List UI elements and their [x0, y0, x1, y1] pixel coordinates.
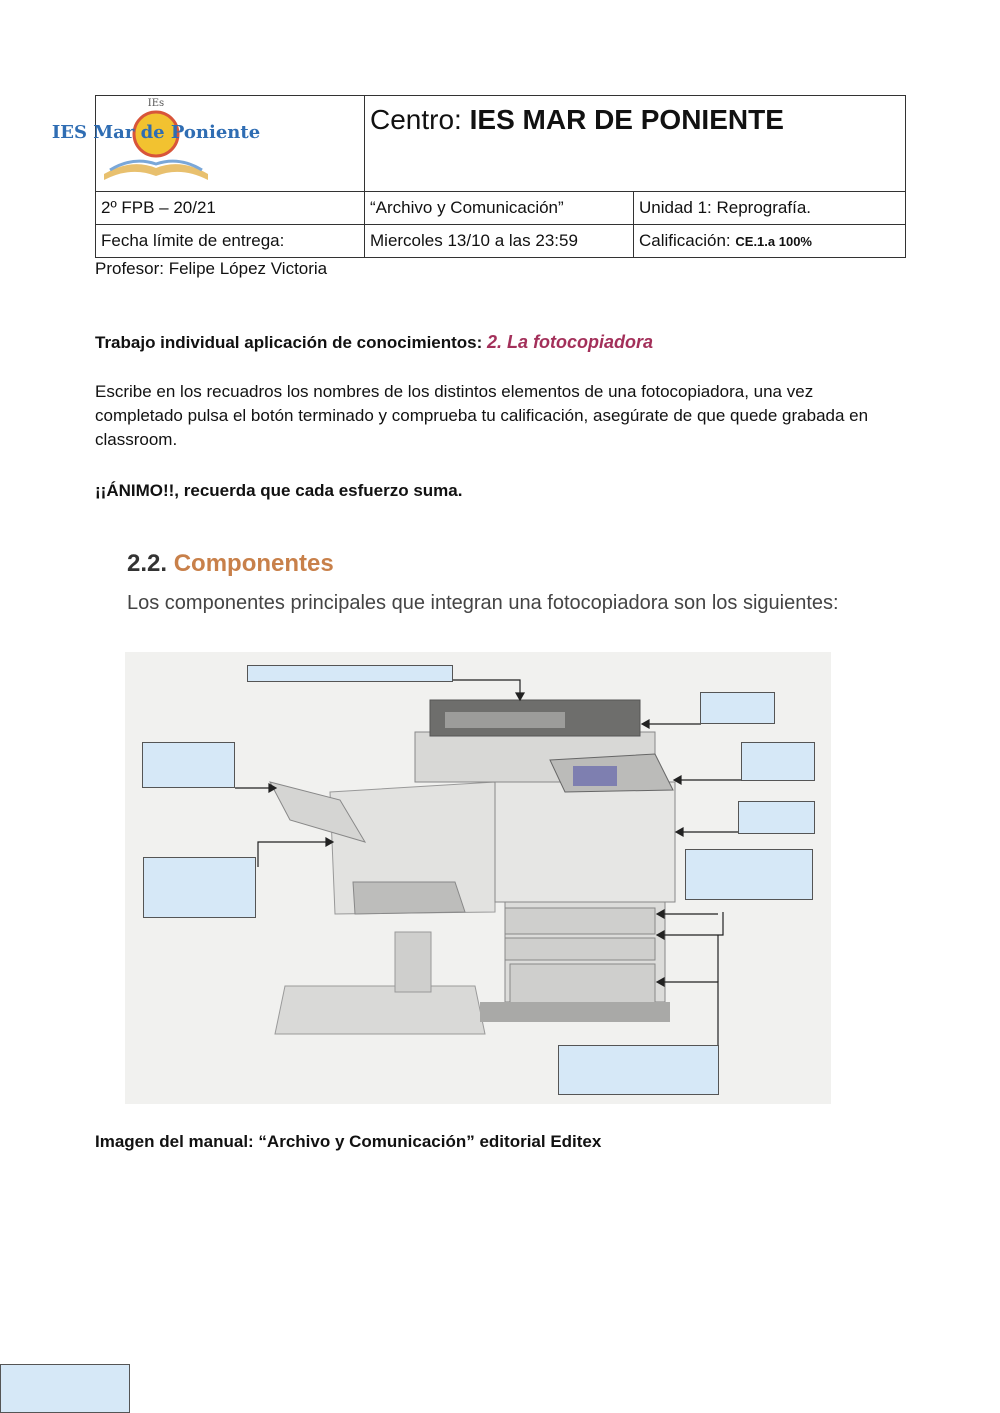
instructions: Escribe en los recuadros los nombres de los distintos elementos de una fotocopiadora, una vez completado pulsa el botón terminado y comprueba tu calificación, asegúrate de que quede grabada en classroom.	[95, 382, 869, 449]
answer-box-scanner[interactable]	[700, 692, 775, 724]
answer-box-finisher[interactable]	[143, 857, 256, 918]
calificacion-label: Calificación:	[639, 231, 731, 250]
task-subtitle: 2. La fotocopiadora	[487, 332, 654, 352]
answer-box-adf[interactable]	[247, 665, 453, 682]
task-heading	[95, 330, 653, 355]
modulo-cell: “Archivo y Comunicación”	[365, 192, 634, 225]
section-title: Componentes	[173, 550, 334, 577]
section-heading	[127, 550, 334, 578]
encouragement: ¡¡ÁNIMO!!, recuerda que cada esfuerzo suma.	[95, 481, 463, 500]
fecha-value: Miercoles 13/10 a las 23:59	[365, 225, 634, 258]
answer-box-output-tray[interactable]	[142, 742, 235, 788]
answer-box-control-panel[interactable]	[741, 742, 815, 781]
centro-cell	[365, 96, 906, 192]
school-logo	[51, 96, 261, 186]
unidad-cell: Unidad 1: Reprografía.	[634, 192, 906, 225]
centro-label: Centro:	[370, 104, 462, 135]
logo-text: IES Mar de Poniente	[51, 122, 261, 143]
curso-cell: 2º FPB – 20/21	[96, 192, 365, 225]
fecha-label: Fecha límite de entrega:	[96, 225, 365, 258]
header-table	[51, 95, 906, 258]
section-text: Los componentes principales que integran una fotocopiadora son los siguientes:	[127, 592, 839, 614]
answer-box-paper-trays[interactable]	[558, 1045, 719, 1095]
profesor: Profesor: Felipe López Victoria	[95, 259, 328, 278]
task-title: Trabajo individual aplicación de conocimientos:	[95, 333, 483, 352]
finish-button[interactable]	[0, 1364, 130, 1413]
section-number: 2.2.	[127, 550, 168, 577]
answer-box-front-cover[interactable]	[738, 801, 815, 834]
answer-box-duplex[interactable]	[685, 849, 813, 900]
centro-name: IES MAR DE PONIENTE	[469, 104, 784, 135]
svg-text:IEs: IEs	[147, 98, 165, 109]
logo-cell	[51, 96, 365, 192]
figure-caption: Imagen del manual: “Archivo y Comunicación” editorial Editex	[95, 1132, 602, 1151]
calificacion-cell	[634, 225, 906, 258]
calificacion-value: CE.1.a 100%	[735, 234, 812, 249]
